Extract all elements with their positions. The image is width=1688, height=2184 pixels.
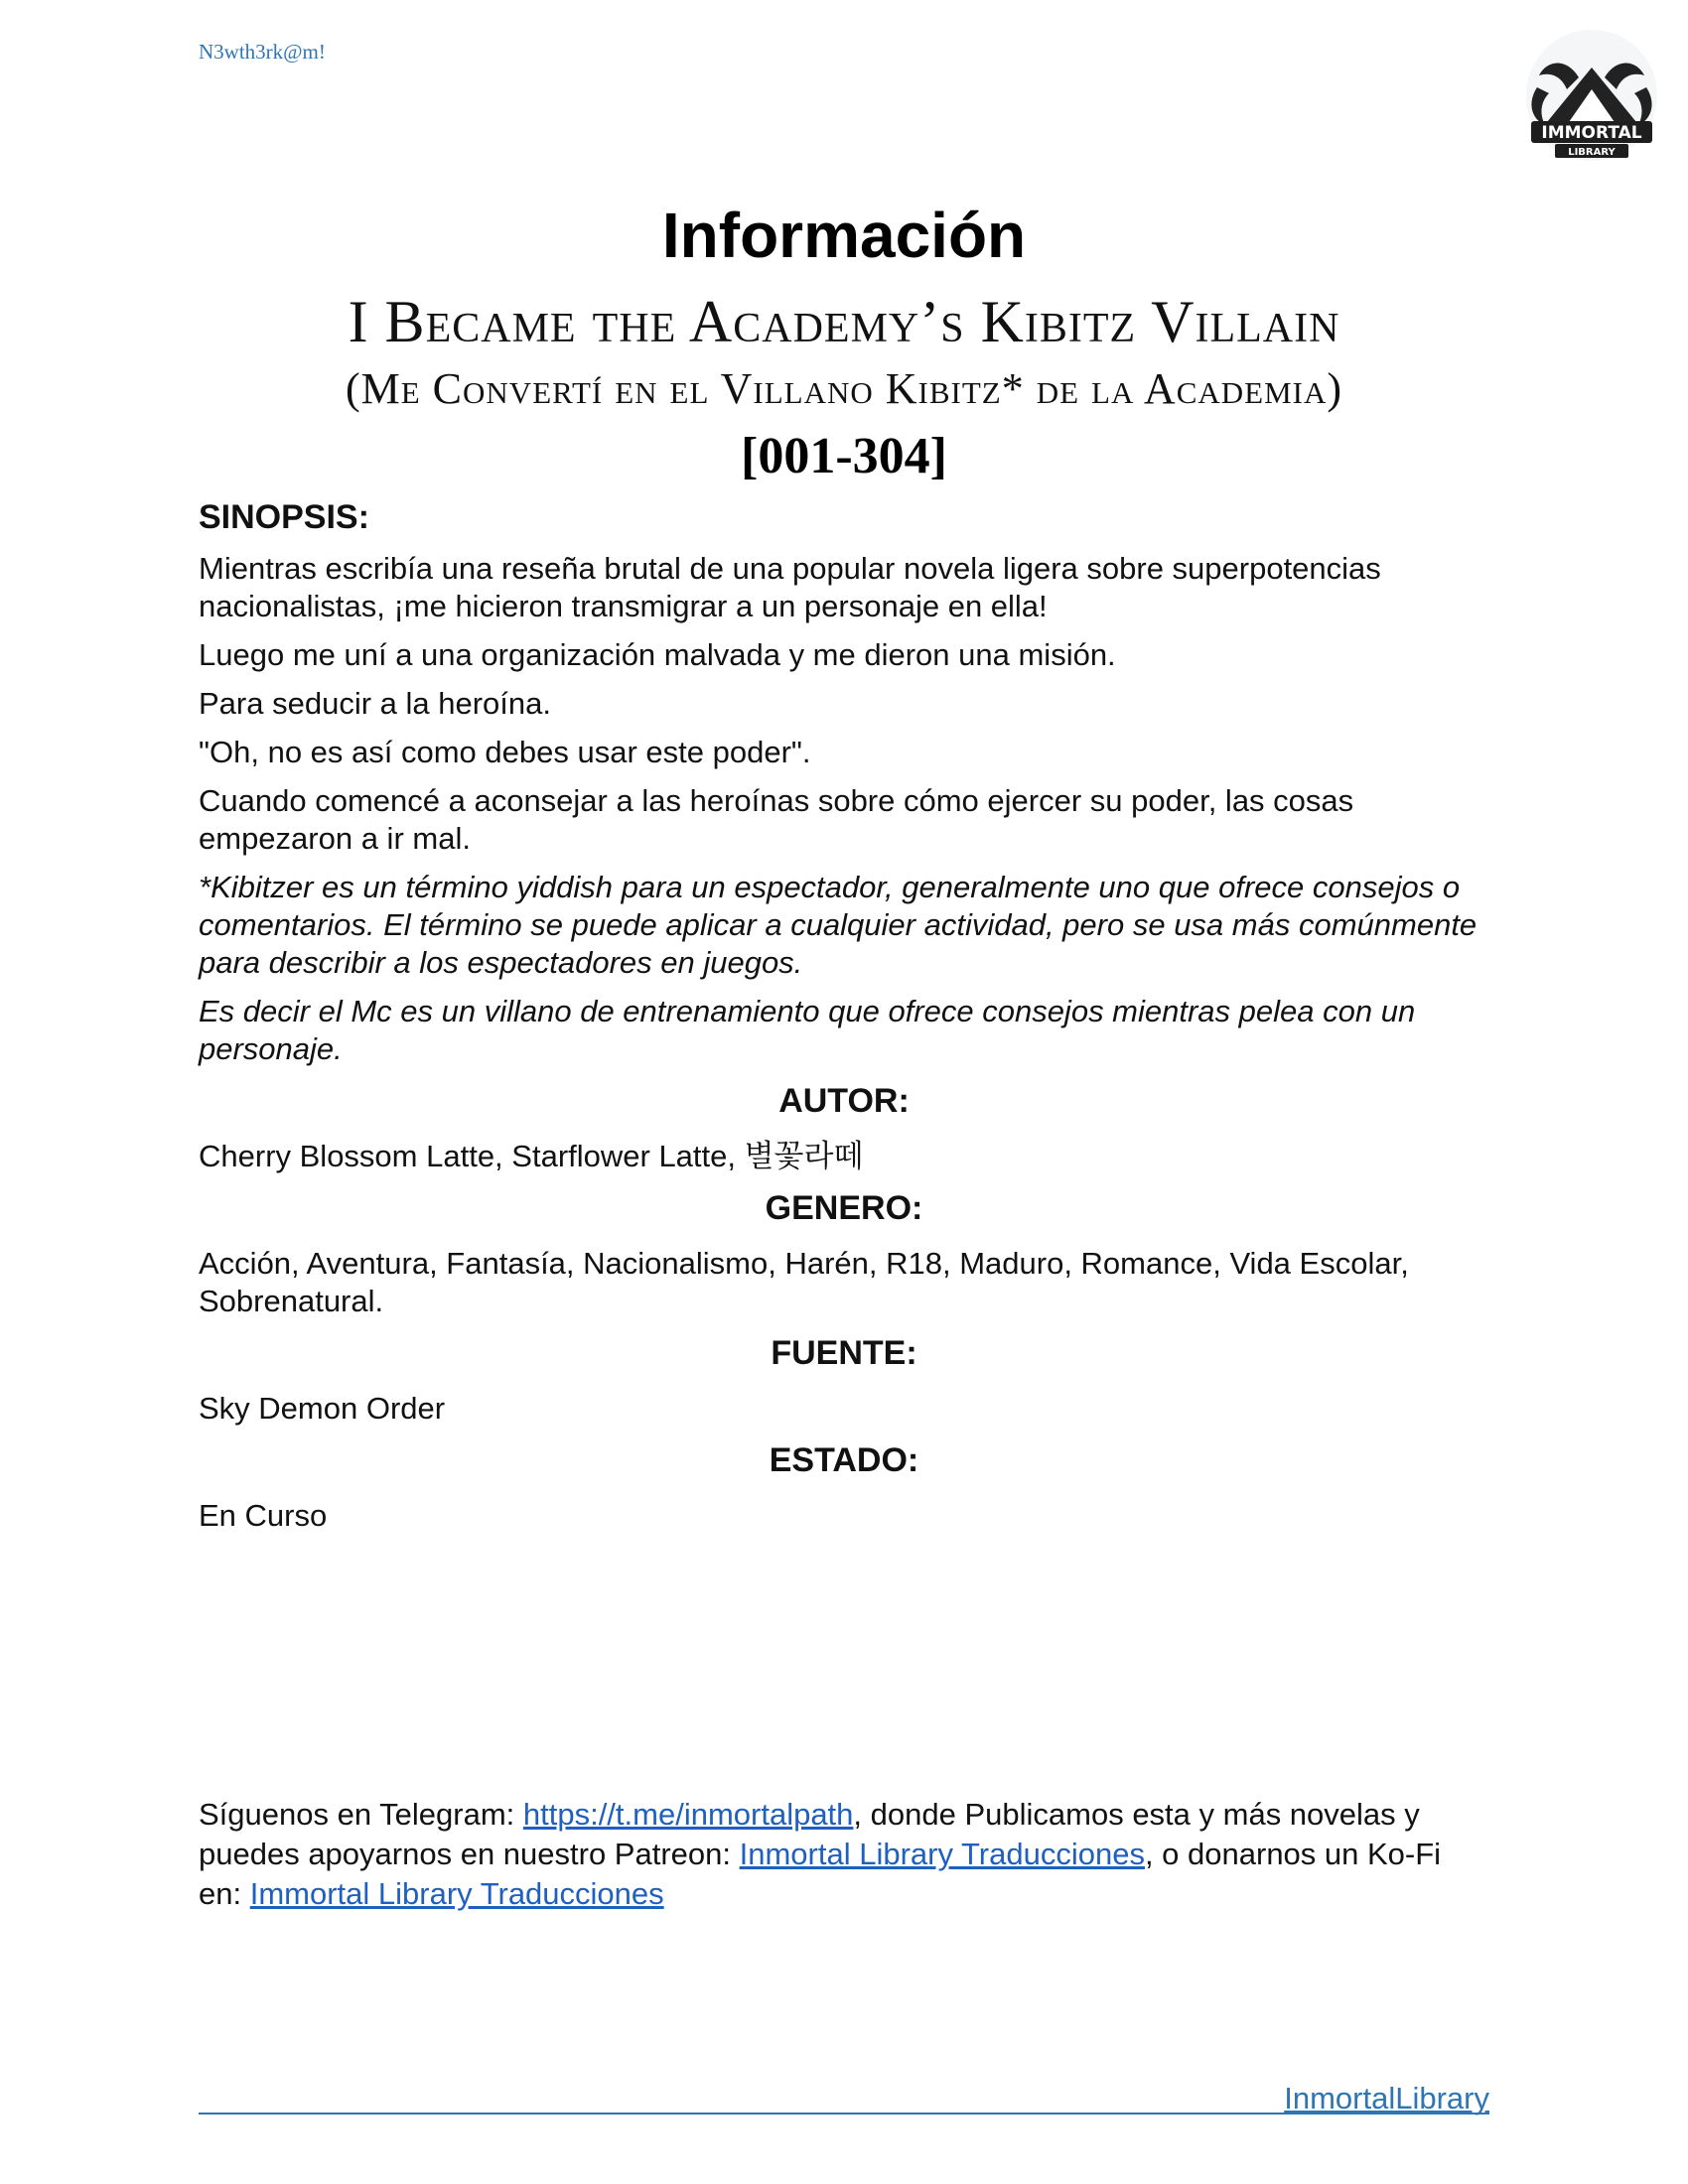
- synopsis-paragraph: "Oh, no es así como debes usar este poder".: [199, 735, 811, 769]
- info-content: [199, 498, 1489, 1547]
- logo-text-top: IMMORTAL: [1541, 123, 1642, 143]
- immortal-library-logo: [1517, 28, 1666, 167]
- novel-title-english: I Became the Academy’s Kibitz Villain: [348, 289, 1340, 354]
- genre-value: Acción, Aventura, Fantasía, Nacionalismo, Harén, R18, Maduro, Romance, Vida Escolar, Sobrenatural.: [199, 1246, 1409, 1318]
- author-label: AUTOR:: [778, 1082, 910, 1120]
- status-label: ESTADO:: [769, 1441, 919, 1479]
- genre-label: GENERO:: [765, 1189, 923, 1227]
- source-value: Sky Demon Order: [199, 1391, 446, 1426]
- novel-title-spanish: (Me Convertí en el Villano Kibitz* de la Academia): [345, 364, 1343, 413]
- synopsis-note: *Kibitzer es un término yiddish para un espectador, generalmente uno que ofrece consejos o comentarios. El término se puede aplicar a cualquier actividad, pero se usa más comúnmente para describir a los espectadores en juegos.: [199, 870, 1477, 980]
- status-value: En Curso: [199, 1498, 328, 1533]
- synopsis-paragraph: Para seducir a la heroína.: [199, 686, 551, 721]
- synopsis-paragraph: Luego me uní a una organización malvada y me dieron una misión.: [199, 637, 1116, 672]
- footer-brand-link[interactable]: InmortalLibrary: [1284, 2081, 1489, 2116]
- footer-message: [199, 1795, 1489, 1914]
- synopsis-paragraph: Cuando comencé a aconsejar a las heroínas sobre cómo ejercer su poder, las cosas empezaron a ir mal.: [199, 783, 1354, 856]
- footer-text: , o donarnos un Ko-Fi en:: [199, 1837, 1442, 1911]
- chapter-range: [001-304]: [741, 428, 947, 484]
- synopsis-label: SINOPSIS:: [199, 498, 369, 536]
- source-label: FUENTE:: [771, 1334, 917, 1372]
- header-watermark: N3wth3rk@m!: [199, 40, 326, 64]
- author-value: Cherry Blossom Latte, Starflower Latte, 별꽃라떼: [199, 1139, 864, 1173]
- page-title: Información: [661, 200, 1027, 271]
- synopsis-paragraph: Mientras escribía una reseña brutal de una popular novela ligera sobre superpotencias nacionalistas, ¡me hicieron transmigrar a un personaje en ella!: [199, 551, 1381, 623]
- footer-text: , donde Publicamos esta y más novelas y puedes apoyarnos en nuestro Patreon:: [199, 1797, 1420, 1871]
- logo-text-bottom: LIBRARY: [1568, 147, 1616, 158]
- kofi-link[interactable]: Immortal Library Traducciones: [249, 1876, 664, 1911]
- footer-text: Síguenos en Telegram:: [199, 1797, 523, 1832]
- patreon-link[interactable]: Inmortal Library Traducciones: [739, 1837, 1145, 1871]
- telegram-link[interactable]: https://t.me/inmortalpath: [522, 1797, 854, 1832]
- synopsis-note: Es decir el Mc es un villano de entrenamiento que ofrece consejos mientras pelea con un personaje.: [199, 994, 1416, 1066]
